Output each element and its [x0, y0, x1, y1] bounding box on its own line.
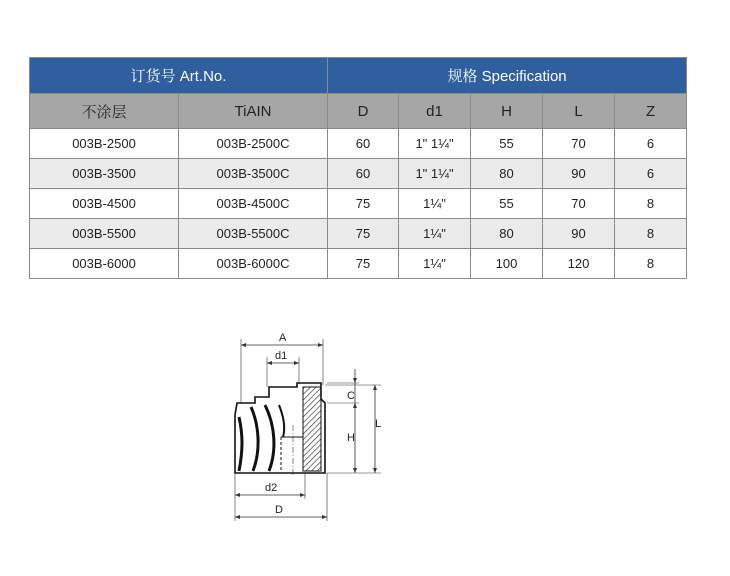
cell-z: 8	[615, 219, 687, 249]
label-h: H	[347, 432, 355, 444]
cell-uncoated: 003B-6000	[30, 249, 179, 279]
cutter-body	[235, 383, 325, 475]
cell-d: 75	[328, 189, 399, 219]
cell-d1: 1" 1¼"	[399, 129, 471, 159]
cell-tialn: 003B-4500C	[179, 189, 328, 219]
specification-header: 规格 Specification	[328, 58, 687, 94]
label-d1: d1	[275, 350, 288, 362]
table-row	[30, 249, 687, 279]
cell-uncoated: 003B-2500	[30, 129, 179, 159]
label-a: A	[279, 332, 287, 344]
table-row	[30, 129, 687, 159]
cell-h: 80	[471, 219, 543, 249]
cell-h: 55	[471, 129, 543, 159]
cell-d1: 1¼"	[399, 249, 471, 279]
cell-tialn: 003B-2500C	[179, 129, 328, 159]
cell-l: 70	[543, 129, 615, 159]
table-row	[30, 159, 687, 189]
cell-l: 90	[543, 219, 615, 249]
cell-h: 55	[471, 189, 543, 219]
cell-tialn: 003B-5500C	[179, 219, 328, 249]
cell-l: 120	[543, 249, 615, 279]
cell-uncoated: 003B-3500	[30, 159, 179, 189]
cell-uncoated: 003B-5500	[30, 219, 179, 249]
cell-tialn: 003B-3500C	[179, 159, 328, 189]
cell-l: 70	[543, 189, 615, 219]
article-number-header: 订货号 Art.No.	[30, 58, 328, 94]
group-header-row	[30, 58, 687, 94]
column-header-d: D	[328, 94, 399, 129]
cell-uncoated: 003B-4500	[30, 189, 179, 219]
cell-d1: 1¼"	[399, 219, 471, 249]
specification-table	[29, 57, 687, 279]
cell-tialn: 003B-6000C	[179, 249, 328, 279]
cell-l: 90	[543, 159, 615, 189]
label-d: D	[275, 504, 283, 516]
cell-z: 8	[615, 249, 687, 279]
column-header-z: Z	[615, 94, 687, 129]
cell-z: 6	[615, 159, 687, 189]
cutter-technical-drawing	[225, 325, 395, 525]
label-l: L	[375, 418, 382, 430]
cell-d1: 1¼"	[399, 189, 471, 219]
table-row	[30, 189, 687, 219]
cell-d: 75	[328, 249, 399, 279]
cell-d: 75	[328, 219, 399, 249]
cell-z: 6	[615, 129, 687, 159]
column-header-d1: d1	[399, 94, 471, 129]
cell-d1: 1" 1¼"	[399, 159, 471, 189]
cell-d: 60	[328, 159, 399, 189]
column-header-tialn: TiAIN	[179, 94, 328, 129]
dimension-c-h	[327, 369, 381, 473]
column-header-row	[30, 94, 687, 129]
column-header-uncoated: 不涂层	[30, 94, 179, 129]
column-header-h: H	[471, 94, 543, 129]
table-row	[30, 219, 687, 249]
cell-z: 8	[615, 189, 687, 219]
cell-h: 80	[471, 159, 543, 189]
cell-h: 100	[471, 249, 543, 279]
cell-d: 60	[328, 129, 399, 159]
label-c: C	[347, 390, 355, 402]
label-d2: d2	[265, 482, 278, 494]
column-header-l: L	[543, 94, 615, 129]
